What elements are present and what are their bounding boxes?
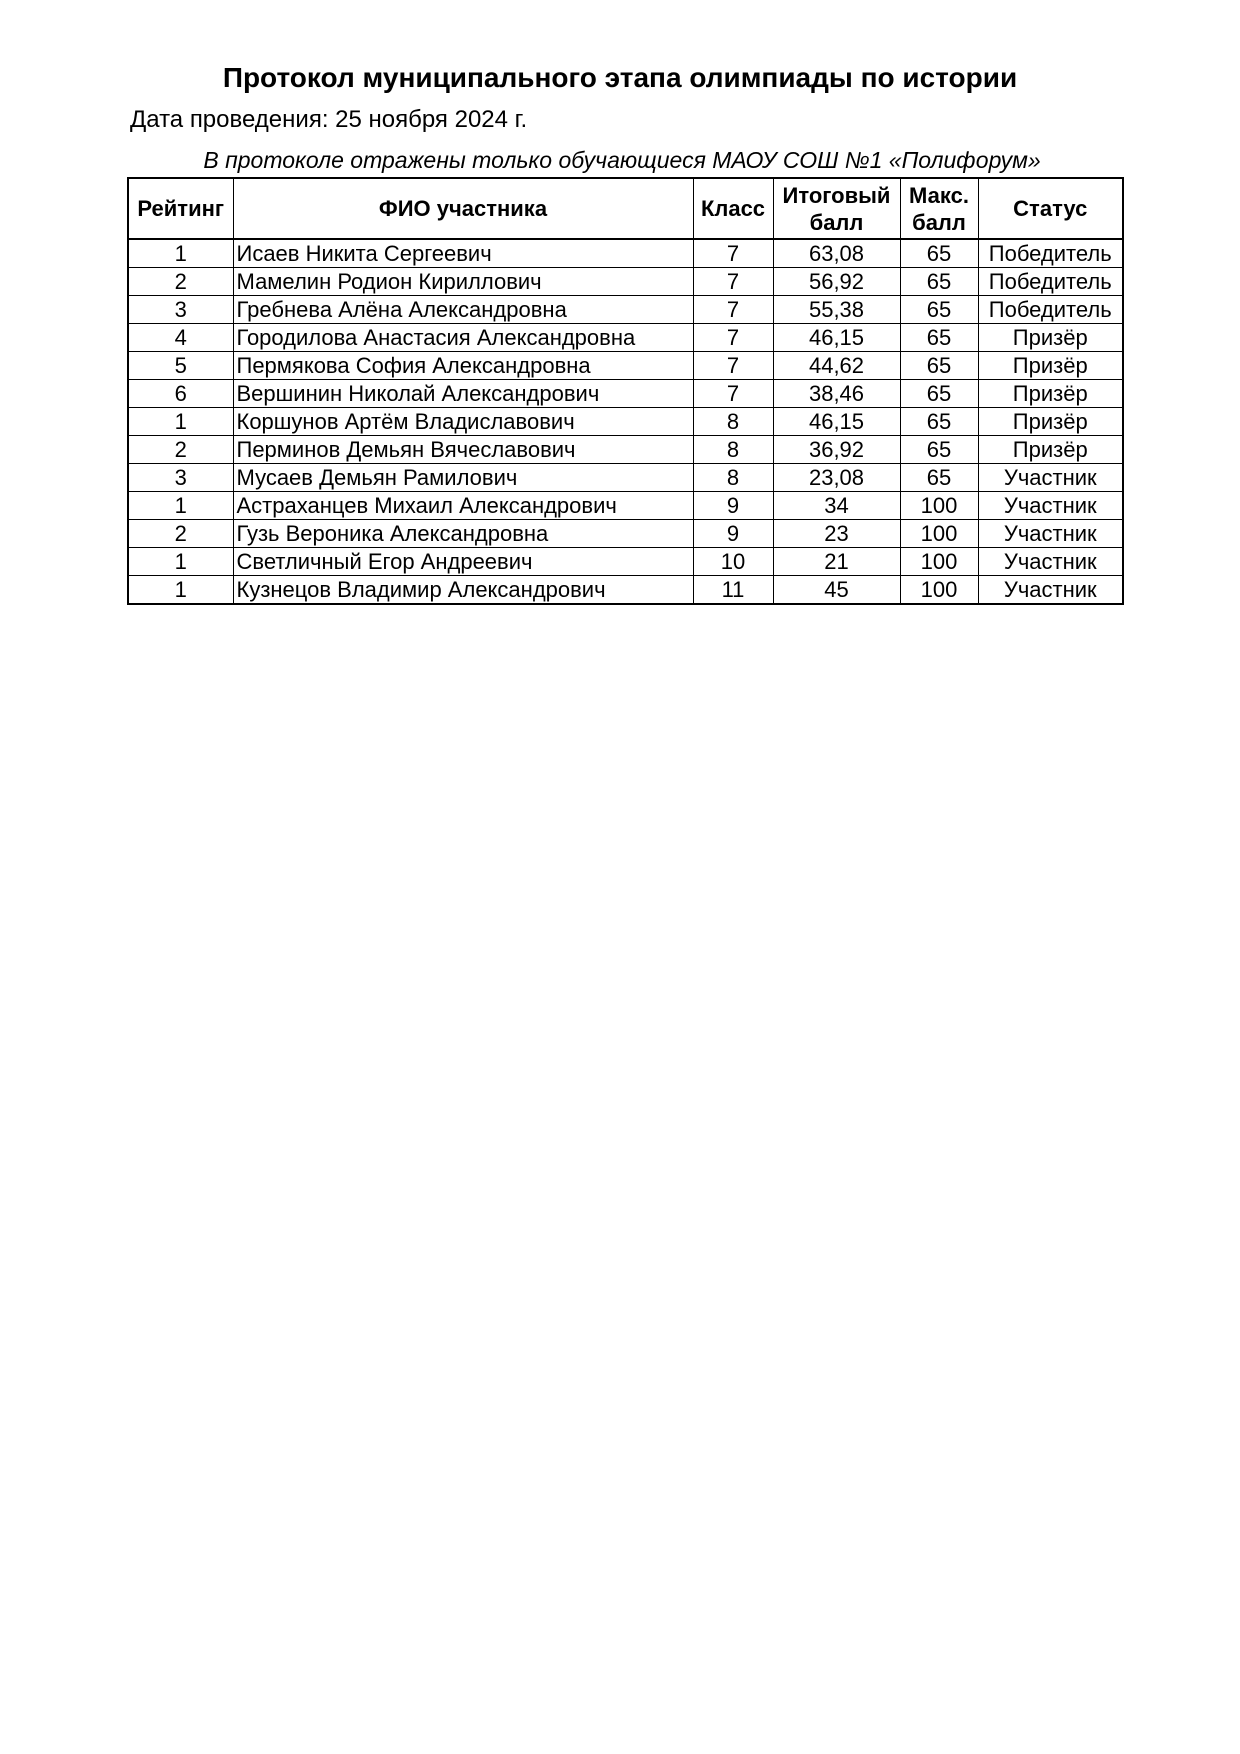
cell-status: Призёр [978, 324, 1123, 352]
table-row [128, 464, 1123, 492]
cell-grade: 8 [693, 464, 773, 492]
cell-max: 65 [900, 436, 978, 464]
table-header-row [128, 178, 1123, 239]
cell-name: Коршунов Артём Владиславович [233, 408, 693, 436]
date-line: Дата проведения: 25 ноября 2024 г. [130, 106, 528, 133]
cell-score: 23,08 [773, 464, 900, 492]
header-score [773, 178, 900, 239]
cell-name: Гребнева Алёна Александровна [233, 296, 693, 324]
cell-rank: 3 [128, 296, 233, 324]
cell-max: 65 [900, 464, 978, 492]
cell-max: 100 [900, 576, 978, 605]
cell-grade: 7 [693, 380, 773, 408]
cell-grade: 7 [693, 324, 773, 352]
cell-max: 65 [900, 239, 978, 268]
cell-max: 100 [900, 520, 978, 548]
cell-grade: 11 [693, 576, 773, 605]
table-row [128, 436, 1123, 464]
cell-grade: 10 [693, 548, 773, 576]
cell-max: 65 [900, 268, 978, 296]
cell-name: Мусаев Демьян Рамилович [233, 464, 693, 492]
cell-name: Светличный Егор Андреевич [233, 548, 693, 576]
header-max [900, 178, 978, 239]
cell-score: 36,92 [773, 436, 900, 464]
cell-grade: 7 [693, 239, 773, 268]
cell-score: 21 [773, 548, 900, 576]
cell-name: Мамелин Родион Кириллович [233, 268, 693, 296]
table-row [128, 239, 1123, 268]
cell-rank: 1 [128, 408, 233, 436]
cell-rank: 5 [128, 352, 233, 380]
cell-score: 23 [773, 520, 900, 548]
cell-status: Призёр [978, 352, 1123, 380]
cell-status: Участник [978, 548, 1123, 576]
table-row [128, 408, 1123, 436]
header-max-label: Макс. балл [909, 182, 969, 235]
cell-name: Астраханцев Михаил Александрович [233, 492, 693, 520]
cell-score: 45 [773, 576, 900, 605]
cell-name: Вершинин Николай Александрович [233, 380, 693, 408]
protocol-note: В протоколе отражены только обучающиеся МАОУ СОШ №1 «Полифорум» [203, 147, 1041, 173]
table-row [128, 324, 1123, 352]
cell-rank: 2 [128, 268, 233, 296]
header-score-label: Итоговый балл [782, 182, 891, 235]
table-row [128, 576, 1123, 605]
cell-grade: 9 [693, 492, 773, 520]
table-row [128, 296, 1123, 324]
cell-rank: 4 [128, 324, 233, 352]
header-name: ФИО участника [233, 178, 693, 239]
table-row [128, 520, 1123, 548]
cell-max: 65 [900, 380, 978, 408]
cell-max: 65 [900, 296, 978, 324]
cell-score: 38,46 [773, 380, 900, 408]
cell-rank: 1 [128, 576, 233, 605]
cell-name: Кузнецов Владимир Александрович [233, 576, 693, 605]
cell-grade: 8 [693, 408, 773, 436]
cell-score: 44,62 [773, 352, 900, 380]
table-row [128, 548, 1123, 576]
header-grade: Класс [693, 178, 773, 239]
cell-grade: 9 [693, 520, 773, 548]
cell-rank: 1 [128, 548, 233, 576]
cell-grade: 7 [693, 268, 773, 296]
cell-score: 46,15 [773, 324, 900, 352]
cell-max: 100 [900, 492, 978, 520]
cell-name: Гузь Вероника Александровна [233, 520, 693, 548]
cell-score: 55,38 [773, 296, 900, 324]
table-row [128, 268, 1123, 296]
cell-score: 46,15 [773, 408, 900, 436]
table-body [128, 239, 1123, 604]
cell-grade: 7 [693, 296, 773, 324]
header-rank: Рейтинг [128, 178, 233, 239]
cell-score: 56,92 [773, 268, 900, 296]
cell-status: Участник [978, 492, 1123, 520]
cell-status: Призёр [978, 436, 1123, 464]
cell-score: 63,08 [773, 239, 900, 268]
cell-name: Перминов Демьян Вячеславович [233, 436, 693, 464]
table-row [128, 380, 1123, 408]
table-row [128, 492, 1123, 520]
cell-status: Призёр [978, 408, 1123, 436]
header-status: Статус [978, 178, 1123, 239]
cell-status: Призёр [978, 380, 1123, 408]
cell-rank: 2 [128, 436, 233, 464]
table-row [128, 352, 1123, 380]
cell-rank: 3 [128, 464, 233, 492]
cell-rank: 1 [128, 239, 233, 268]
cell-grade: 7 [693, 352, 773, 380]
cell-rank: 1 [128, 492, 233, 520]
cell-max: 65 [900, 408, 978, 436]
results-table [127, 177, 1124, 605]
cell-rank: 6 [128, 380, 233, 408]
cell-name: Городилова Анастасия Александровна [233, 324, 693, 352]
document-title: Протокол муниципального этапа олимпиады по истории [222, 62, 1018, 93]
cell-name: Исаев Никита Сергеевич [233, 239, 693, 268]
cell-status: Участник [978, 520, 1123, 548]
cell-max: 65 [900, 324, 978, 352]
cell-status: Участник [978, 464, 1123, 492]
cell-score: 34 [773, 492, 900, 520]
cell-status: Победитель [978, 239, 1123, 268]
cell-max: 65 [900, 352, 978, 380]
cell-status: Победитель [978, 268, 1123, 296]
cell-name: Пермякова София Александровна [233, 352, 693, 380]
cell-status: Участник [978, 576, 1123, 605]
cell-status: Победитель [978, 296, 1123, 324]
cell-grade: 8 [693, 436, 773, 464]
cell-max: 100 [900, 548, 978, 576]
cell-rank: 2 [128, 520, 233, 548]
